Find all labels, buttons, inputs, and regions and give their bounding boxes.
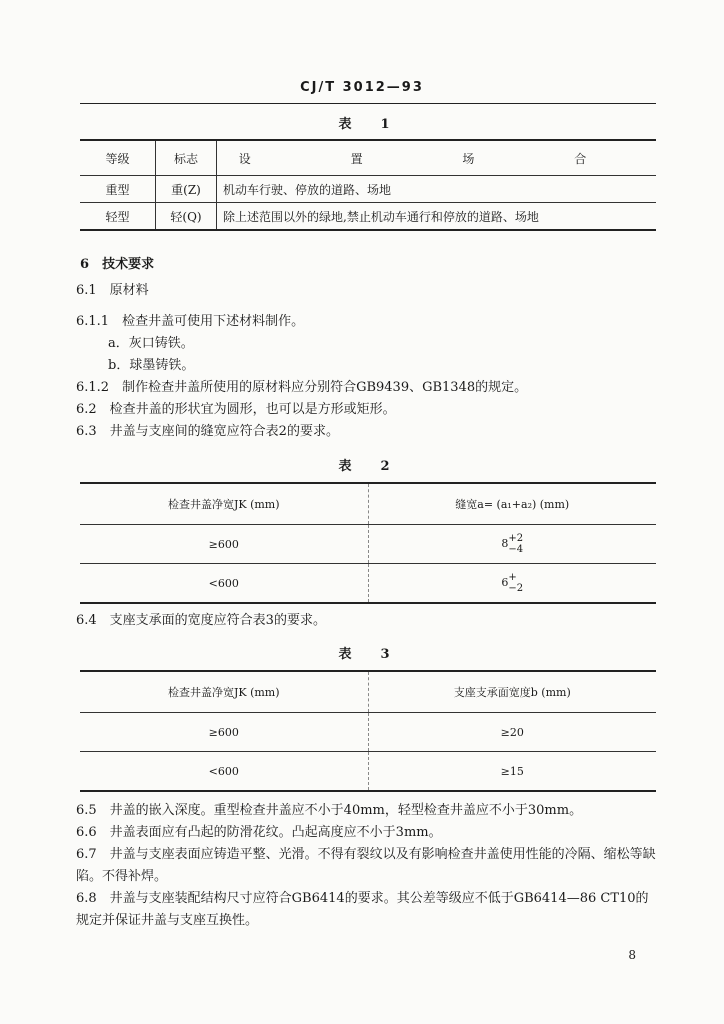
table2-cell: ≥600 [80, 525, 368, 564]
gap-tolerance [508, 533, 523, 555]
table1-cell: 轻型 [80, 203, 156, 231]
para-6-6: 6.6 井盖表面应有凸起的防滑花纹。凸起高度应不小于3mm。 [76, 825, 442, 840]
para-6-2: 6.2 检查井盖的形状宜为圆形，也可以是方形或矩形。 [76, 402, 396, 417]
table3-cell: <600 [80, 752, 368, 792]
section-6-heading [80, 253, 154, 272]
table2-gap-cell [368, 564, 656, 604]
table-row [80, 203, 656, 231]
table-row [80, 752, 656, 792]
table2-header-jk: 检查井盖净宽JK (mm) [80, 483, 368, 525]
table1-cell: 机动车行驶、停放的道路、场地 [217, 176, 657, 203]
gap-base: 8 [501, 537, 509, 550]
para-6-1-2: 6.1.2 制作检查井盖所使用的原材料应分别符合GB9439、GB1348的规定。 [76, 380, 528, 395]
para-6-3: 6.3 井盖与支座间的缝宽应符合表2的要求。 [76, 424, 339, 439]
gap-base: 6 [501, 576, 509, 589]
table3-cell: ≥20 [368, 713, 656, 752]
table-row [80, 671, 656, 713]
para-6-8: 6.8 井盖与支座装配结构尺寸应符合GB6414的要求。其公差等级应不低于GB6414—86 CT10的规定并保证井盖与支座互换性。 [76, 891, 649, 928]
table2-header-gap: 缝宽a= (a₁+a₂) (mm) [368, 483, 656, 525]
table3-header-jk: 检查井盖净宽JK (mm) [80, 671, 368, 713]
para-6-4: 6.4 支座支承面的宽度应符合表3的要求。 [76, 613, 326, 628]
para-6-1: 6.1 原材料 [76, 283, 149, 298]
para-6-5: 6.5 井盖的嵌入深度。重型检查井盖应不小于40mm，轻型检查井盖应不小于30mm。 [76, 803, 583, 818]
table-2 [80, 482, 656, 604]
table1-header-place: 设 置 场 合 [217, 140, 657, 176]
table3-cell: ≥600 [80, 713, 368, 752]
para-6-7: 6.7 井盖与支座表面应铸造平整、光滑。不得有裂纹以及有影响检查井盖使用性能的冷隔、缩松等缺陷。不得补焊。 [76, 847, 656, 884]
table3-cell: ≥15 [368, 752, 656, 792]
table-1 [80, 139, 656, 231]
table-row [80, 564, 656, 604]
table1-header-mark: 标志 [156, 140, 217, 176]
para-6-1-1-a: a．灰口铸铁。 [108, 336, 194, 351]
para-6-1-1: 6.1.1 检查井盖可使用下述材料制作。 [76, 314, 305, 329]
page-number: 8 [628, 948, 636, 962]
header-rule [80, 103, 656, 104]
table1-cell: 重(Z) [156, 176, 217, 203]
table1-cell: 轻(Q) [156, 203, 217, 231]
tol-lower: −4 [508, 544, 524, 555]
para-6-1-1-b: b．球墨铸铁。 [108, 358, 195, 373]
table2-cell: <600 [80, 564, 368, 604]
table1-header-grade: 等级 [80, 140, 156, 176]
table-row [80, 525, 656, 564]
table3-header-width: 支座支承面宽度b (mm) [368, 671, 656, 713]
table1-cell: 除上述范围以外的绿地,禁止机动车通行和停放的道路、场地 [217, 203, 657, 231]
table2-title: 表 2 [338, 459, 398, 474]
section-title: 技术要求 [102, 257, 155, 272]
tol-upper: + [508, 572, 517, 583]
table-row [80, 176, 656, 203]
tol-upper: +2 [508, 533, 524, 544]
table-3 [80, 670, 656, 792]
table2-gap-cell [368, 525, 656, 564]
tol-lower: −2 [508, 583, 524, 594]
table-row [80, 140, 656, 176]
table1-cell: 重型 [80, 176, 156, 203]
table-row [80, 713, 656, 752]
standard-code-header: CJ/T 3012—93 [300, 80, 424, 95]
section-number: 6 [80, 257, 90, 272]
gap-tolerance [508, 572, 523, 594]
table-row [80, 483, 656, 525]
table1-title: 表 1 [338, 117, 398, 132]
table3-title: 表 3 [338, 647, 398, 662]
